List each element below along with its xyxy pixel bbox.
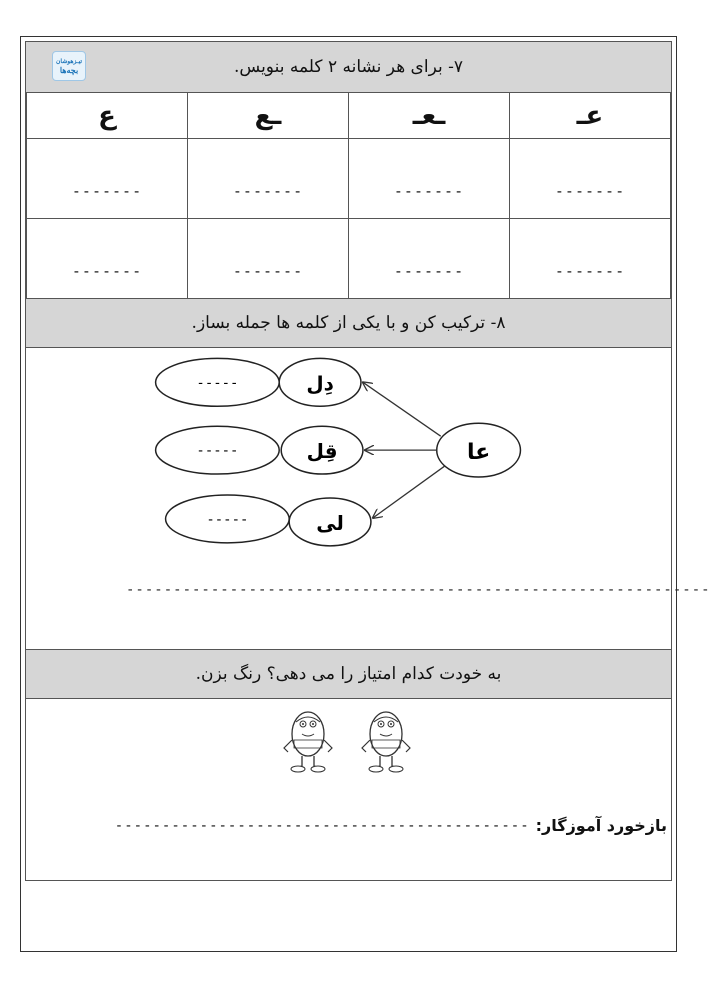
- blank-cell[interactable]: -------: [510, 219, 671, 299]
- egg-character-icon[interactable]: [362, 712, 410, 772]
- letter-cell: عـ: [510, 93, 671, 139]
- blank-row: [27, 219, 671, 299]
- blank-cell[interactable]: -------: [349, 139, 510, 219]
- letters-grid: [26, 92, 671, 299]
- logo-text-bottom: بچه‌ها: [59, 64, 79, 75]
- letter-cell: ع: [27, 93, 188, 139]
- arrow-line: [373, 466, 445, 518]
- letter-cell: ـع: [188, 93, 349, 139]
- syllable-label: قِل: [306, 440, 338, 464]
- blank-cell[interactable]: -------: [27, 219, 188, 299]
- arrow-line: [363, 382, 441, 436]
- egg-character-icon[interactable]: [284, 712, 332, 772]
- blank-cell[interactable]: -------: [349, 219, 510, 299]
- blank-cell[interactable]: -------: [188, 139, 349, 219]
- logo-icon: [52, 51, 86, 81]
- feedback-label: بازخورد آموزگار:: [535, 816, 667, 835]
- section7-header: [26, 41, 671, 93]
- syllable-label: دِل: [306, 372, 334, 396]
- section7-title: ۷- برای هر نشانه ۲ کلمه بنویس.: [234, 56, 463, 77]
- blank-cell[interactable]: -------: [27, 139, 188, 219]
- teacher-feedback: [115, 816, 667, 835]
- section8-header: [26, 298, 671, 348]
- blank-cell[interactable]: -------: [510, 139, 671, 219]
- self-assess-header: [26, 649, 671, 699]
- letters-row: [27, 93, 671, 139]
- letter-cell: ـعـ: [349, 93, 510, 139]
- answer-blank: -----: [196, 443, 239, 460]
- blank-cell[interactable]: -------: [188, 219, 349, 299]
- syllable-label: لی: [316, 511, 344, 535]
- section8-title: ۸- ترکیب کن و با یکی از کلمه ها جمله بساز.: [191, 313, 506, 333]
- sentence-line[interactable]: --------------------------------------------------------------: [126, 582, 711, 598]
- self-assess-title: به خودت کدام امتیاز را می دهی؟ رنگ بزن.: [195, 664, 502, 684]
- logo-text-top: تیـزهوشان: [55, 57, 83, 65]
- feedback-line[interactable]: --------------------------------------------: [114, 817, 530, 834]
- answer-blank: -----: [206, 511, 249, 528]
- blank-row: [27, 139, 671, 219]
- answer-blank: -----: [196, 375, 239, 392]
- worksheet-sheet: [25, 41, 711, 881]
- source-label: عا: [466, 440, 491, 466]
- worksheet-page: [20, 36, 711, 952]
- egg-characters: [276, 704, 426, 776]
